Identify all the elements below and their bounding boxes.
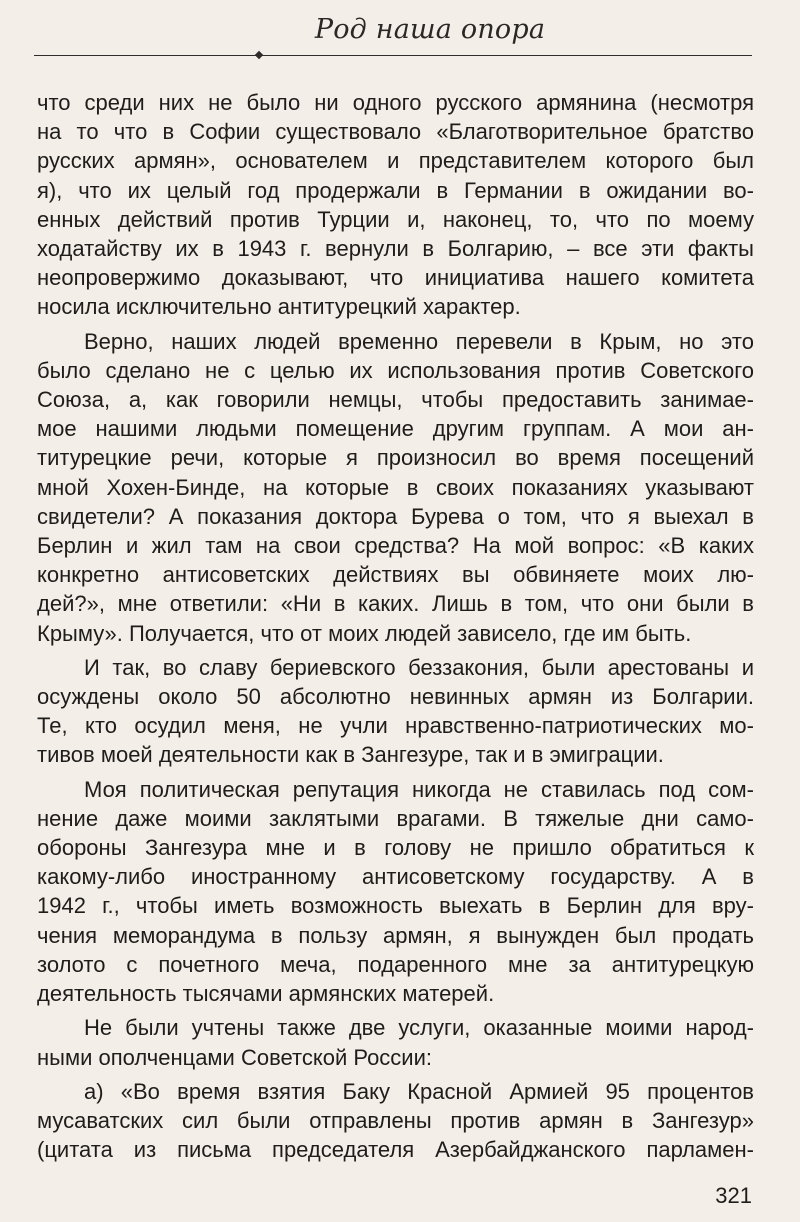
- text-line: я), что их целый год продержали в Германии в ожидании во-: [37, 177, 754, 203]
- text-line: а) «Во время взятия Баку Красной Армией 95 процентов: [84, 1078, 754, 1104]
- paragraph: [37, 88, 754, 322]
- running-title: Род наша опора: [314, 14, 546, 45]
- text-line: что среди них не было ни одного русского армянина (несмотря: [37, 90, 754, 115]
- text-line: енных действий против Турции и, наконец, то, что по моему: [37, 206, 754, 232]
- paragraph: [37, 327, 754, 648]
- text-line: И так, во славу бериевского беззакония, были арестованы и: [84, 654, 754, 680]
- text-line: русских армян», основателем и представителем которого был: [37, 148, 754, 174]
- text-line: Крыму». Получается, что от моих людей зависело, где им быть.: [37, 620, 692, 646]
- text-line: 1942 г., чтобы иметь возможность выехать в Берлин для вру-: [37, 893, 754, 919]
- paragraph: [37, 1077, 754, 1165]
- header-rule: [34, 55, 752, 56]
- text-line: неопровержимо доказывают, что инициатива нашего комитета: [37, 265, 754, 291]
- text-line: деятельность тысячами армянских матерей.: [37, 981, 495, 1007]
- text-line: титурецкие речи, которые я произносил во время посещений: [37, 445, 754, 471]
- text-line: Верно, наших людей временно перевели в Крым, но это: [84, 328, 754, 354]
- text-line: было сделано не с целью их использования против Советского: [37, 357, 754, 383]
- text-line: нение даже моими заклятыми врагами. В тяжелые дни само-: [37, 805, 754, 831]
- text-line: осуждены около 50 абсолютно невинных армян из Болгарии.: [37, 684, 754, 710]
- text-line: дей?», мне ответили: «Ни в каких. Лишь в том, что они были в: [37, 591, 754, 617]
- paragraph: [37, 775, 754, 1009]
- page-number: 321: [715, 1183, 752, 1208]
- text-line: тивов моей деятельности как в Зангезуре, так и в эмиграции.: [37, 742, 664, 768]
- paragraph: [37, 653, 754, 770]
- text-line: мусаватских сил были отправлены против армян в Зангезур»: [37, 1107, 754, 1133]
- text-line: конкретно антисоветских действиях вы обвиняете моих лю-: [37, 562, 754, 588]
- text-line: обороны Зангезура мне и в голову не пришло обратиться к: [37, 835, 754, 861]
- text-line: какому-либо иностранному антисоветскому государству. А в: [37, 864, 754, 890]
- text-line: носила исключительно антитурецкий характер.: [37, 294, 521, 320]
- text-line: золото с почетного меча, подаренного мне за антитурецкую: [37, 951, 754, 977]
- text-line: (цитата из письма председателя Азербайджанского парламен-: [37, 1137, 754, 1163]
- text-line: свидетели? А показания доктора Бурева о том, что я выехал в: [37, 503, 754, 529]
- body-text: [37, 88, 754, 1164]
- text-line: Моя политическая репутация никогда не ставилась под сом-: [84, 776, 754, 802]
- text-line: мной Хохен-Бинде, на которые в своих показаниях указывают: [37, 474, 754, 500]
- text-line: на то что в Софии существовало «Благотворительное братство: [37, 119, 754, 145]
- text-line: мое нашими людьми помещение другим группам. А мои ан-: [37, 416, 754, 442]
- text-line: ходатайству их в 1943 г. вернули в Болгарию, – все эти факты: [37, 236, 754, 262]
- text-line: Союза, а, как говорили немцы, чтобы предоставить занимае-: [37, 387, 754, 413]
- text-line: Не были учтены также две услуги, оказанные моими народ-: [84, 1015, 754, 1041]
- header-rule-ornament: [255, 51, 263, 59]
- text-line: Те, кто осудил меня, не учли нравственно-патриотических мо-: [37, 713, 754, 739]
- text-line: чения меморандума в пользу армян, я вынужден был продать: [37, 922, 754, 948]
- text-line: Берлин и жил там на свои средства? На мой вопрос: «В каких: [37, 533, 754, 559]
- text-line: ными ополченцами Советской России:: [37, 1044, 432, 1070]
- paragraph: [37, 1013, 754, 1071]
